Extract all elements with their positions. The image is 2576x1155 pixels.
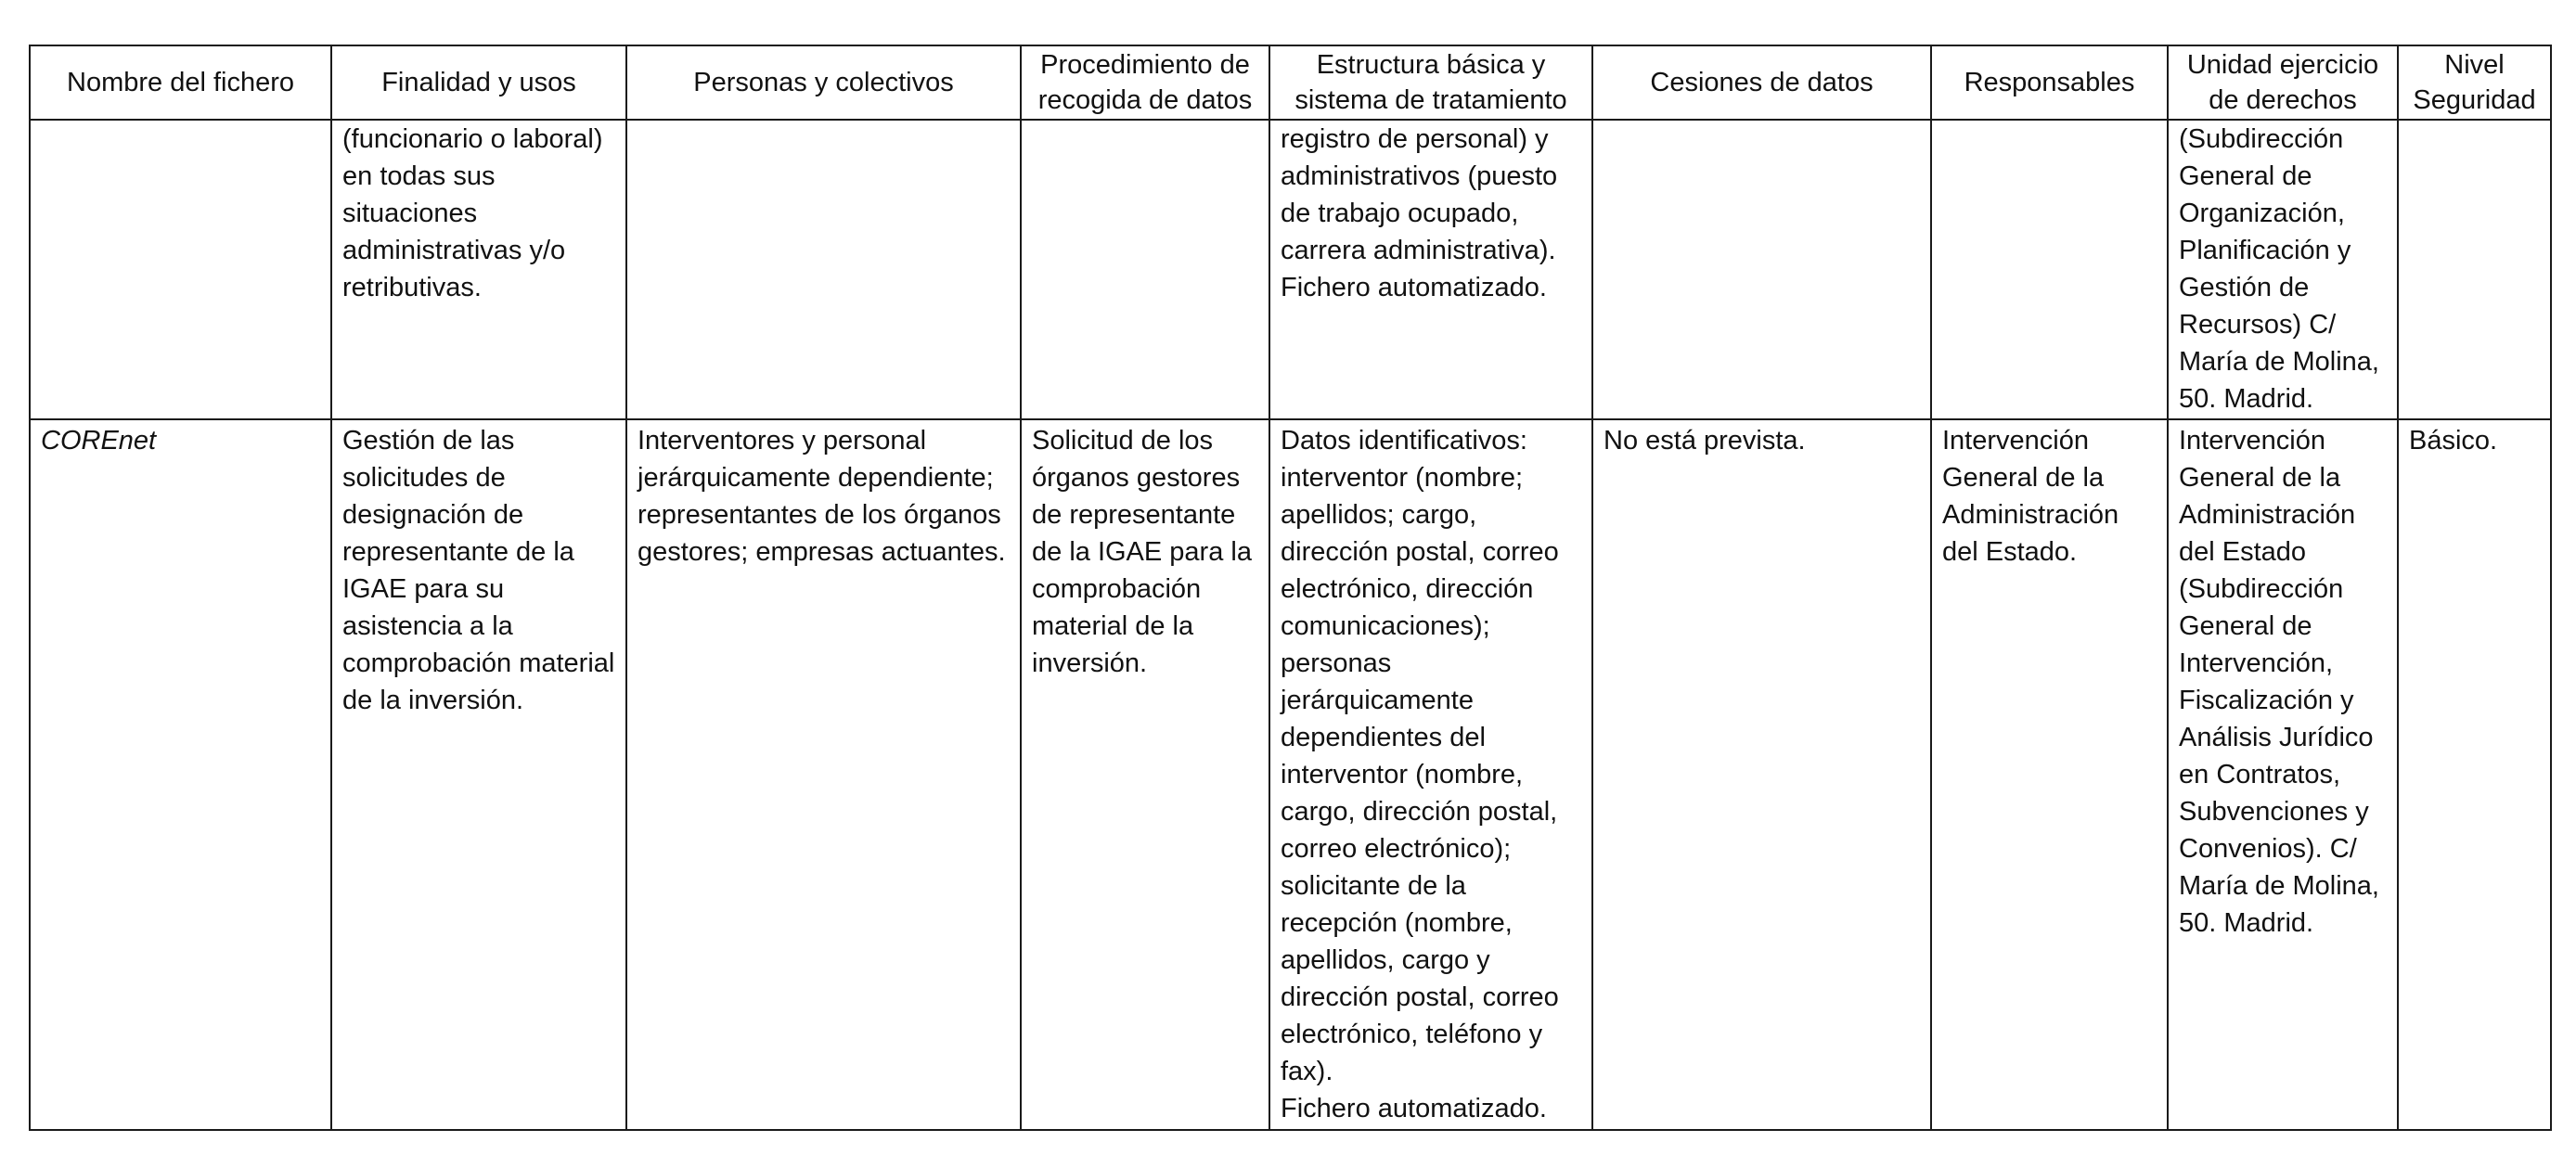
- column-header-nivel: Nivel Seguridad: [2398, 45, 2551, 120]
- data-file-registry-table: [29, 45, 2552, 1131]
- cell-procedimiento: Solicitud de los órganos gestores de representante de la IGAE para la comprobación material de la inversión.: [1021, 419, 1269, 1130]
- cell-cesiones: [1592, 120, 1931, 419]
- cell-responsables: Intervención General de la Administración del Estado.: [1931, 419, 2168, 1130]
- column-header-procedimiento: Procedimiento de recogida de datos: [1021, 45, 1269, 120]
- cell-nivel: Básico.: [2398, 419, 2551, 1130]
- column-header-estructura: Estructura básica y sistema de tratamiento: [1269, 45, 1592, 120]
- table-header-row: [30, 45, 2551, 120]
- cell-nombre: COREnet: [30, 419, 331, 1130]
- cell-procedimiento: [1021, 120, 1269, 419]
- cell-personas: Interventores y personal jerárquicamente dependiente; representantes de los órganos gestores; empresas actuantes.: [626, 419, 1021, 1130]
- cell-nombre: [30, 120, 331, 419]
- table-row: [30, 419, 2551, 1130]
- cell-finalidad: Gestión de las solicitudes de designación de representante de la IGAE para su asistencia a la comprobación material de la inversión.: [331, 419, 626, 1130]
- cell-unidad: Intervención General de la Administración del Estado (Subdirección General de Intervención, Fiscalización y Análisis Jurídico en Contratos, Subvenciones y Convenios). C/ María de Molina, 50. Madrid.: [2168, 419, 2398, 1130]
- column-header-nombre: Nombre del fichero: [30, 45, 331, 120]
- column-header-responsables: Responsables: [1931, 45, 2168, 120]
- column-header-unidad: Unidad ejercicio de derechos: [2168, 45, 2398, 120]
- table-row: [30, 120, 2551, 419]
- cell-unidad: (Subdirección General de Organización, Planificación y Gestión de Recursos) C/ María de Molina, 50. Madrid.: [2168, 120, 2398, 419]
- cell-personas: [626, 120, 1021, 419]
- cell-estructura: Datos identificativos: interventor (nombre; apellidos; cargo, dirección postal, correo electrónico, dirección comunicaciones); personas jerárquicamente dependientes del interventor (nombre, cargo, dirección postal, correo electrónico); solicitante de la recepción (nombre, apellidos, cargo y dirección postal, correo electrónico, teléfono y fax). Fichero automatizado.: [1269, 419, 1592, 1130]
- cell-responsables: [1931, 120, 2168, 419]
- column-header-personas: Personas y colectivos: [626, 45, 1021, 120]
- cell-cesiones: No está prevista.: [1592, 419, 1931, 1130]
- cell-finalidad: (funcionario o laboral) en todas sus situaciones administrativas y/o retributivas.: [331, 120, 626, 419]
- cell-estructura: registro de personal) y administrativos (puesto de trabajo ocupado, carrera administrativa). Fichero automatizado.: [1269, 120, 1592, 419]
- column-header-finalidad: Finalidad y usos: [331, 45, 626, 120]
- column-header-cesiones: Cesiones de datos: [1592, 45, 1931, 120]
- cell-nivel: [2398, 120, 2551, 419]
